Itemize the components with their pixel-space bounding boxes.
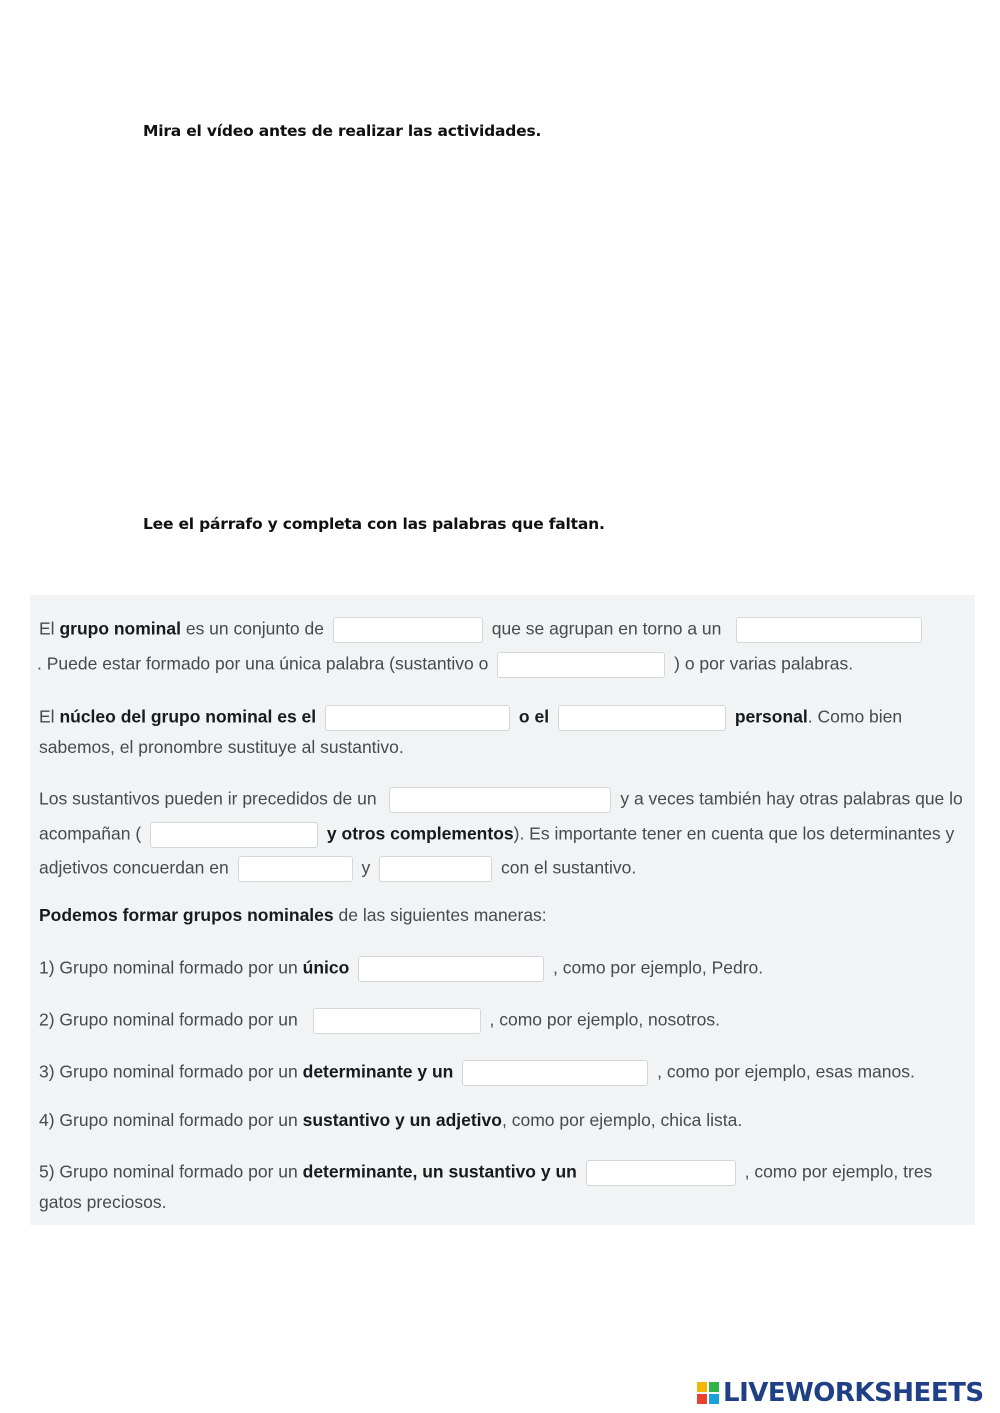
blank-p3-2[interactable] — [150, 822, 318, 848]
text: . Puede estar formado por una única palabra (sustantivo o — [37, 653, 489, 674]
p4-line — [39, 905, 547, 925]
keyword: único — [302, 957, 350, 978]
text: sabemos, el pronombre sustituye al sustantivo. — [39, 737, 404, 757]
blank-p1-1[interactable] — [333, 617, 483, 643]
exercise-panel — [30, 595, 975, 1225]
logo-square — [709, 1382, 719, 1392]
text: ) o por varias palabras. — [674, 653, 854, 674]
text: de las siguientes maneras: — [333, 905, 547, 925]
text: El — [39, 618, 60, 639]
text: es un conjunto de — [180, 618, 324, 639]
keyword: grupo nominal — [59, 618, 181, 639]
blank-p2-2[interactable] — [558, 705, 726, 731]
item-3 — [39, 1060, 915, 1086]
blank-p1-2[interactable] — [736, 617, 922, 643]
p1-line1 — [39, 617, 926, 643]
blank-p3-4[interactable] — [379, 856, 492, 882]
p2-line2 — [39, 737, 404, 757]
keyword: núcleo del grupo nominal es el — [59, 706, 317, 727]
blank-item-1[interactable] — [358, 956, 544, 982]
blank-p2-1[interactable] — [325, 705, 510, 731]
blank-p3-3[interactable] — [238, 856, 353, 882]
text: , como por ejemplo, esas manos. — [657, 1061, 915, 1082]
text: acompañan ( — [39, 823, 142, 844]
item-4 — [39, 1110, 742, 1130]
p3-line3 — [39, 856, 636, 882]
logo-square — [709, 1394, 719, 1404]
blank-item-3[interactable] — [462, 1060, 648, 1086]
text: 4) Grupo nominal formado por un — [39, 1110, 303, 1130]
item-1 — [39, 956, 763, 982]
text: . Como bien — [807, 706, 903, 727]
text: 3) Grupo nominal formado por un — [39, 1061, 303, 1082]
text: El — [39, 706, 60, 727]
liveworksheets-logo — [697, 1377, 984, 1409]
keyword: determinante, un sustantivo y un — [302, 1161, 577, 1182]
text: , como por ejemplo, chica lista. — [501, 1110, 743, 1130]
text: adjetivos concuerdan en — [39, 857, 229, 878]
blank-item-5[interactable] — [586, 1160, 736, 1186]
text: 2) Grupo nominal formado por un — [39, 1009, 298, 1030]
logo-squares-icon — [697, 1382, 719, 1404]
keyword: sustantivo y un adjetivo — [302, 1110, 502, 1130]
p1-line2 — [37, 652, 853, 678]
text: , como por ejemplo, tres — [744, 1161, 933, 1182]
text: , como por ejemplo, nosotros. — [489, 1009, 721, 1030]
keyword: o el — [518, 706, 550, 727]
blank-p3-1[interactable] — [389, 787, 611, 813]
text: 1) Grupo nominal formado por un — [39, 957, 303, 978]
keyword: determinante y un — [302, 1061, 454, 1082]
blank-p1-3[interactable] — [497, 652, 665, 678]
keyword: y otros complementos — [326, 823, 514, 844]
logo-text: LIVEWORKSHEETS — [723, 1378, 984, 1408]
p3-line1 — [39, 787, 963, 813]
logo-square — [697, 1394, 707, 1404]
text: , como por ejemplo, Pedro. — [553, 957, 764, 978]
text: gatos preciosos. — [39, 1192, 167, 1212]
blank-item-2[interactable] — [313, 1008, 481, 1034]
p3-line2 — [39, 822, 954, 848]
instruction-paragraph: Lee el párrafo y completa con las palabras que faltan. — [143, 515, 605, 533]
p2-line1 — [39, 705, 902, 731]
item-5-line2 — [39, 1192, 166, 1212]
keyword: personal — [734, 706, 808, 727]
text: y a veces también hay otras palabras que lo — [620, 788, 963, 809]
text: y — [361, 857, 371, 878]
text: Los sustantivos pueden ir precedidos de un — [39, 788, 377, 809]
keyword: Podemos formar grupos nominales — [39, 905, 334, 925]
text: ). Es importante tener en cuenta que los determinantes y — [513, 823, 955, 844]
text: con el sustantivo. — [500, 857, 637, 878]
instruction-video: Mira el vídeo antes de realizar las actividades. — [143, 122, 542, 140]
text: 5) Grupo nominal formado por un — [39, 1161, 303, 1182]
item-2 — [39, 1008, 720, 1034]
item-5 — [39, 1160, 932, 1186]
text: que se agrupan en torno a un — [491, 618, 722, 639]
logo-square — [697, 1382, 707, 1392]
